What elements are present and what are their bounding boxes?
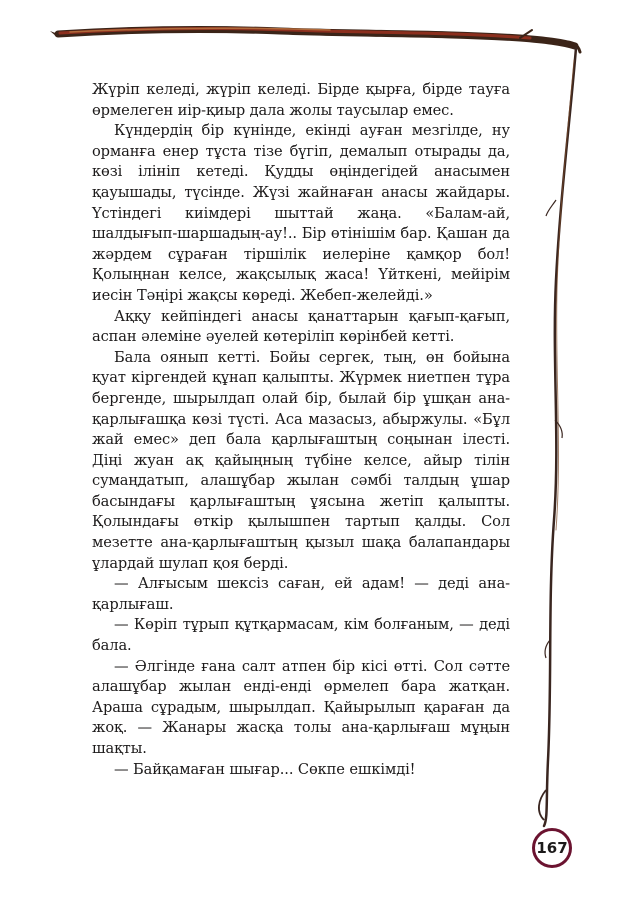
paragraph-4: Бала оянып кетті. Бойы сергек, тың, өн бойына қуат кіргендей құнап қалыпты. Жүрмек ниетпен тұра бергенде, шырылдап олай бір, былай бір ұшқан ана-қарлығашқа көзі түсті. Аса мазасыз, абыржулы. «Бұл жай емес» деп бала қарлығаштың соңынан ілесті. Діңі жуан ақ қайыңның түбіне келсе, айыр тілін сумаңдатып, алашұбар жылан сәмбі талдың ұшар басындағы қарлығаштың ұясына жетіп қалыпты. Қолындағы өткір қылышпен тартып қалды. Сол мезетте ана-қарлығаштың қызыл шақа балапандары ұлардай шулап қоя берді.: [92, 348, 510, 572]
story-text: [92, 80, 510, 780]
paragraph-8: — Байқамаған шығар... Сөкпе ешкімді!: [114, 760, 416, 778]
paragraph-6: — Көріп тұрып құтқармасам, кім болғаным, — деді бала.: [92, 616, 510, 655]
paragraph-3: Аққу кейпіндегі анасы қанаттарын қағып-қағып, аспан әлеміне әуелей көтеріліп көрінбей кетті.: [92, 307, 510, 346]
page-number: 167: [532, 828, 572, 868]
top-branch: [50, 28, 580, 52]
paragraph-5: — Алғысым шексіз саған, ей адам! — деді ана-қарлығаш.: [92, 575, 510, 613]
right-vine: [539, 48, 576, 826]
paragraph-2: Күндердің бір күнінде, екінді ауған мезгілде, ну орманға енер тұста тізе бүгіп, демалып отырады да, көзі ілініп кетеді. Қудды өңіндегідей анасымен қауышады, түсінде. Жүзі жайнаған анасы жайдары. Үстіндегі киімдері шыттай жаңа. «Балам-ай, шалдығып-шаршадың-ау!.. Бір өтінішім бар. Қашан да жәрдем сұраған тіршілік иелеріне қамқор бол! Қолыңнан келсе, жақсылық жаса! Үйткені, мейірім иесін Тәңірі жақсы көреді. Жебеп-желейді.»: [92, 122, 510, 304]
paragraph-7: — Әлгінде ғана салт атпен бір кісі өтті. Сол сәтте алашұбар жылан енді-енді өрмелеп бара жатқан. Араша сұрадым, шырылдап. Қайырылып қараған да жоқ. — Жанары жасқа толы ана-қарлығаш мұңын шақты.: [92, 657, 510, 757]
paragraph-1: Жүріп келеді, жүріп келеді. Бірде қырға, бірде тауға өрмелеген иір-қиыр дала жолы таусылар емес.: [92, 81, 510, 119]
